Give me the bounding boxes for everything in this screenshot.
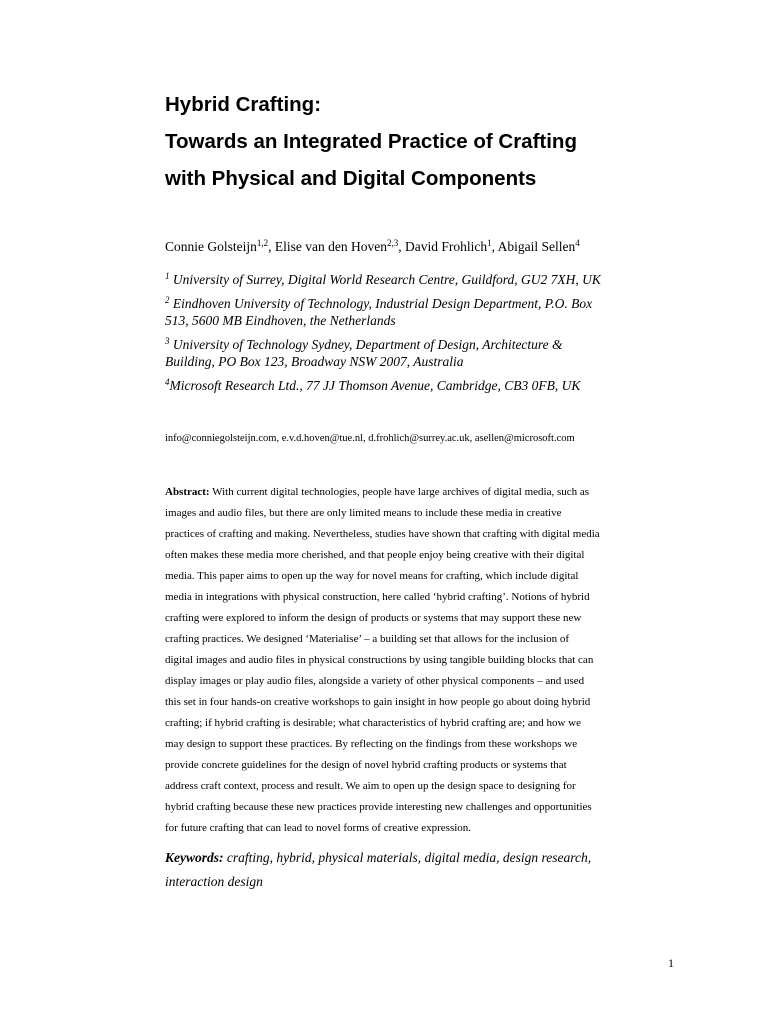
abstract-label: Abstract: [165,486,210,498]
abstract-line: address craft context, process and result. We aim to open up the design space to designing for [165,780,576,792]
abstract-line: may design to support these practices. By reflecting on the findings from these workshops we [165,738,578,750]
affiliation-line: Building, PO Box 123, Broadway NSW 2007, Australia [165,354,464,369]
affiliation-3 [165,336,665,370]
abstract-line: digital images and audio files in physical constructions by using tangible building blocks that can [165,654,594,666]
abstract [165,482,695,839]
author-affiliation-mark: 4 [575,238,580,248]
abstract-line: provide concrete guidelines for the design of novel hybrid crafting products or systems that [165,759,567,771]
affiliation-2 [165,295,665,329]
keywords [165,846,695,894]
abstract-line: hybrid crafting because these new practices provide interesting new challenges and opportunities [165,801,592,813]
affiliation-4 [165,377,665,394]
affiliation-number: 4 [165,377,170,387]
affiliation-1 [165,271,665,288]
keywords-line: interaction design [165,874,263,889]
abstract-line: crafting were explored to inform the design of products or systems that may support these new [165,612,582,624]
author-name: David Frohlich [404,239,488,254]
title-line-1: Hybrid Crafting: [165,93,322,116]
affiliation-line: $^4$Microsoft Research Ltd., 77 JJ Thomson Avenue, Cambridge, CB3 0FB, UK [165,377,581,393]
affiliation-line: $^2$ Eindhoven University of Technology, Industrial Design Department, P.O. Box [165,295,593,311]
author-list [165,237,725,257]
author-separator: , [268,239,275,254]
abstract-line: crafting; if hybrid crafting is desirable; what characteristics of hybrid crafting are; and how we [165,717,582,729]
affiliation-number: 2 [165,295,170,305]
author-separator: , [398,239,405,254]
abstract-line: display images or play audio files, alongside a variety of other physical components – and used [165,675,585,687]
affiliation-line: 513, 5600 MB Eindhoven, the Netherlands [165,313,396,328]
page-number: 1 [668,956,674,970]
author-separator: , [491,239,498,254]
keywords-line: Keywords: crafting, hybrid, physical materials, digital media, design research, [165,850,592,865]
author-name: Elise van den Hoven [274,239,387,254]
affiliation-line: $^1$ University of Surrey, Digital World Research Centre, Guildford, GU2 7XH, UK [165,271,601,287]
abstract-line: this set in four hands-on creative workshops to gain insight in how people go about doing hybrid [165,696,591,708]
abstract-line: media in integrations with physical construction, here called ‘hybrid crafting’. Notions of hybrid [165,591,590,603]
author-emails: info@conniegolsteijn.com, e.v.d.hoven@tue.nl, d.frohlich@surrey.ac.uk, asellen@microsoft.com [165,433,575,444]
keywords-label: Keywords: [165,850,224,865]
title-line-3: with Physical and Digital Components [165,167,537,190]
affiliation-number: 3 [165,336,170,346]
abstract-line: Abstract: With current digital technologies, people have large archives of digital media, such as [165,486,590,498]
author-name: Connie Golsteijn [165,239,257,254]
paper-title [165,86,725,197]
author-affiliation-mark: 1 [487,238,492,248]
affiliation-number: 1 [165,271,170,281]
title-line-2: Towards an Integrated Practice of Crafting [165,130,577,153]
abstract-line: for future crafting that can lead to novel forms of creative expression. [165,822,472,834]
abstract-line: often makes these media more cherished, and that people enjoy being creative with their digital [165,549,585,561]
abstract-line: crafting practices. We designed ‘Materialise’ – a building set that allows for the inclusion of [165,633,570,645]
author-affiliation-mark: 1,2 [256,238,269,248]
affiliation-line: $^3$ University of Technology Sydney, Department of Design, Architecture & [165,336,563,352]
abstract-line: media. This paper aims to open up the way for novel means for crafting, which include digital [165,570,579,582]
abstract-line: images and audio files, but there are only limited means to include these media in creative [165,507,562,519]
abstract-line: practices of crafting and making. Nevertheless, studies have shown that crafting with digital media [165,528,600,540]
author-name: Abigail Sellen [497,239,576,254]
author-affiliation-mark: 2,3 [386,238,399,248]
